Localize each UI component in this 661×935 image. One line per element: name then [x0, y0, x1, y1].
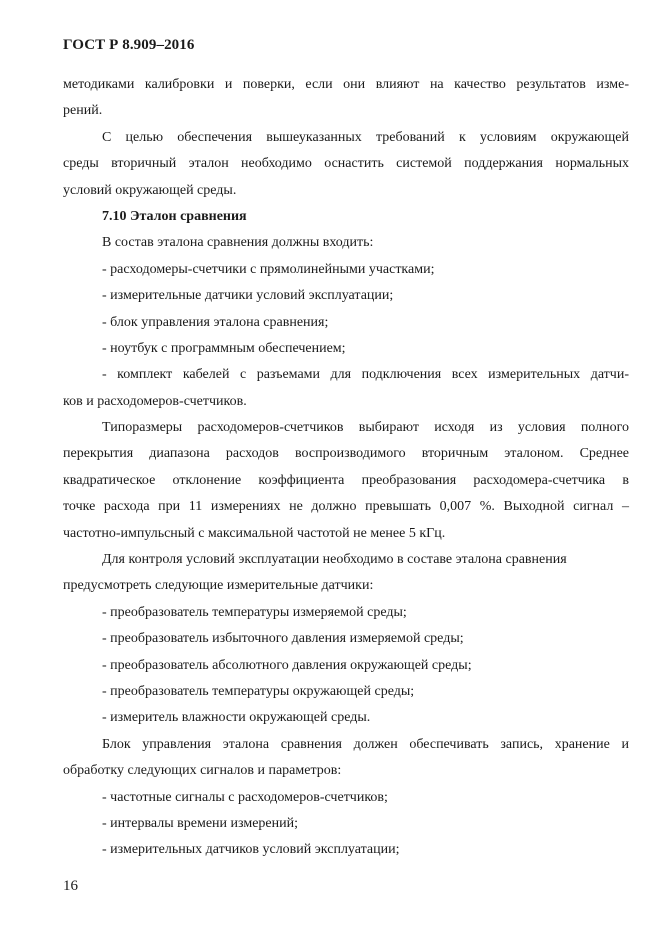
text-line: - измерительных датчиков условий эксплуатации;: [102, 842, 400, 858]
text-line: С целью обеспечения вышеуказанных требований к условиям окружающей: [102, 129, 629, 145]
text-line: условий окружающей среды.: [63, 182, 237, 198]
text-line: предусмотреть следующие измерительные датчики:: [63, 578, 374, 594]
text-line: - преобразователь избыточного давления измеряемой среды;: [102, 631, 464, 647]
document-body: [63, 72, 629, 864]
text-line: - преобразователь абсолютного давления окружающей среды;: [102, 657, 472, 673]
document-header: ГОСТ Р 8.909–2016: [63, 37, 195, 53]
page-number: 16: [63, 878, 78, 894]
text-line: - частотные сигналы с расходомеров-счетчиков;: [102, 789, 388, 805]
text-line: - измеритель влажности окружающей среды.: [102, 710, 371, 726]
text-line: Для контроля условий эксплуатации необходимо в составе эталона сравнения: [102, 552, 567, 568]
text-line: Блок управления эталона сравнения должен обеспечивать запись, хранение и: [102, 736, 629, 752]
text-line: перекрытия диапазона расходов воспроизводимого вторичным эталоном. Среднее: [63, 446, 629, 462]
text-line: - комплект кабелей с разъемами для подключения всех измерительных датчи-: [102, 367, 629, 383]
text-line: - ноутбук с программным обеспечением;: [102, 340, 346, 356]
text-line: методиками калибровки и поверки, если они влияют на качество результатов изме-: [63, 77, 629, 92]
text-line: квадратическое отклонение коэффициента преобразования расходомера-счетчика в: [63, 472, 629, 488]
text-line: обработку следующих сигналов и параметров:: [63, 763, 342, 779]
text-line: - блок управления эталона сравнения;: [102, 314, 329, 330]
text-line: частотно-импульсный с максимальной частотой не менее 5 кГц.: [63, 525, 446, 541]
section-heading: 7.10 Эталон сравнения: [102, 208, 247, 224]
text-line: среды вторичный эталон необходимо оснастить системой поддержания нормальных: [63, 156, 629, 172]
text-line: - преобразователь температуры измеряемой среды;: [102, 604, 407, 620]
text-line: - интервалы времени измерений;: [102, 815, 298, 831]
text-line: В состав эталона сравнения должны входить:: [102, 235, 374, 251]
text-line: - преобразователь температуры окружающей среды;: [102, 683, 415, 699]
text-line: рений.: [63, 103, 103, 119]
text-line: точке расхода при 11 измерениях не должно превышать 0,007 %. Выходной сигнал –: [63, 499, 629, 515]
text-line: - измерительные датчики условий эксплуатации;: [102, 288, 394, 304]
text-line: - расходомеры-счетчики с прямолинейными участками;: [102, 261, 435, 277]
text-line: ков и расходомеров-счетчиков.: [63, 393, 247, 409]
text-line: Типоразмеры расходомеров-счетчиков выбирают исходя из условия полного: [102, 420, 629, 436]
